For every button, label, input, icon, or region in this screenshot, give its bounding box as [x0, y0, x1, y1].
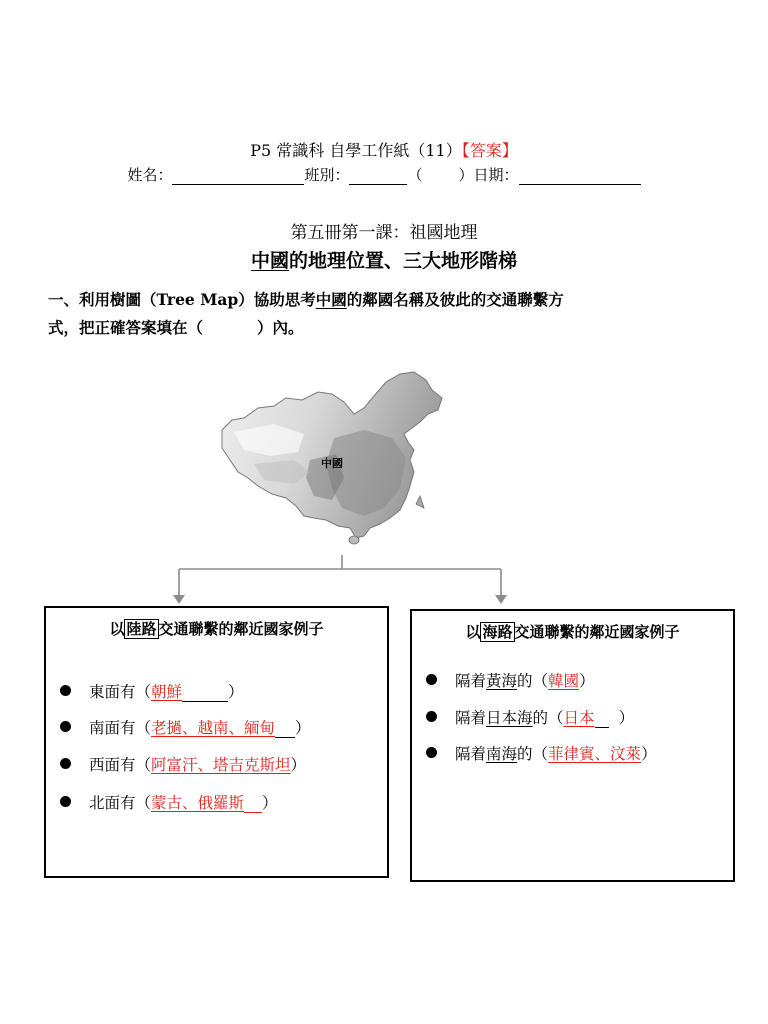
sea-item-japan-sea: 隔着日本海的（日本 ） [426, 706, 634, 728]
name-blank[interactable] [172, 166, 304, 185]
number-open: （ [407, 166, 423, 184]
map-label-china: 中國 [321, 457, 343, 470]
land-item-east: 東面有（朝鮮 ） [60, 680, 244, 702]
land-item-west: 西面有（阿富汗、塔吉克斯坦） [60, 753, 306, 775]
worksheet-title [0, 138, 768, 161]
bullet-icon [60, 758, 71, 769]
class-blank[interactable] [349, 166, 407, 185]
land-route-box [44, 606, 389, 878]
answer-yellow-sea: 韓國 [548, 672, 580, 690]
answer-japan-sea: 日本 [563, 709, 595, 727]
date-blank[interactable] [519, 166, 641, 185]
answer-south-sea: 菲律賓、汶萊 [548, 745, 642, 763]
bullet-icon [60, 796, 71, 807]
title-text: P5 常識科 自學工作紙（11） [250, 141, 462, 160]
answer-south: 老撾、越南、緬甸 [151, 719, 276, 737]
sea-boxed-word: 海路 [482, 623, 513, 641]
heading-rest: 的地理位置、三大地形階梯 [289, 250, 518, 272]
heading-underlined: 中國 [250, 250, 289, 272]
question-line-1 [48, 286, 728, 314]
sea-box-heading: 以 海路 交通聯繫的鄰近國家例子 [465, 623, 680, 641]
answer-north: 蒙古、俄羅斯 [151, 794, 245, 812]
bullet-icon [426, 747, 437, 758]
class-label: 班別： [304, 166, 350, 184]
answer-west: 阿富汗、塔吉克斯坦 [151, 756, 291, 774]
land-item-north: 北面有（蒙古、俄羅斯 ） [60, 791, 278, 813]
question-underlined: 中國 [315, 290, 347, 309]
land-item-south: 南面有（老撾、越南、緬甸 ） [60, 716, 311, 738]
sea-route-box [410, 609, 735, 882]
student-info-line [0, 164, 768, 185]
answer-tag: 【答案】 [461, 141, 518, 160]
date-label: 日期： [473, 166, 519, 184]
bullet-icon [60, 721, 71, 732]
tree-connector [170, 555, 510, 605]
lesson-subtitle: 第五冊第一課：祖國地理 [290, 223, 478, 243]
land-boxed-word: 陸路 [126, 620, 157, 638]
name-label: 姓名： [127, 166, 173, 184]
sea-item-yellow-sea: 隔着黃海的（韓國） [426, 669, 595, 691]
question-line-2: 式，把正確答案填在（ ）內。 [48, 318, 304, 337]
number-blank[interactable] [423, 166, 459, 184]
lesson-heading [0, 246, 768, 273]
bullet-icon [60, 685, 71, 696]
question-text-b: 的鄰國名稱及彼此的交通聯繫方 [346, 290, 564, 309]
bullet-icon [426, 711, 437, 722]
sea-item-south-sea: 隔着南海的（菲律賓、汶萊） [426, 742, 657, 764]
bullet-icon [426, 674, 437, 685]
land-box-heading: 以 陸路 交通聯繫的鄰近國家例子 [109, 620, 324, 638]
answer-east: 朝鮮 [151, 683, 183, 701]
number-close: ） [458, 166, 474, 184]
question-text-a: 一、利用樹圖（Tree Map）協助思考 [48, 290, 316, 309]
